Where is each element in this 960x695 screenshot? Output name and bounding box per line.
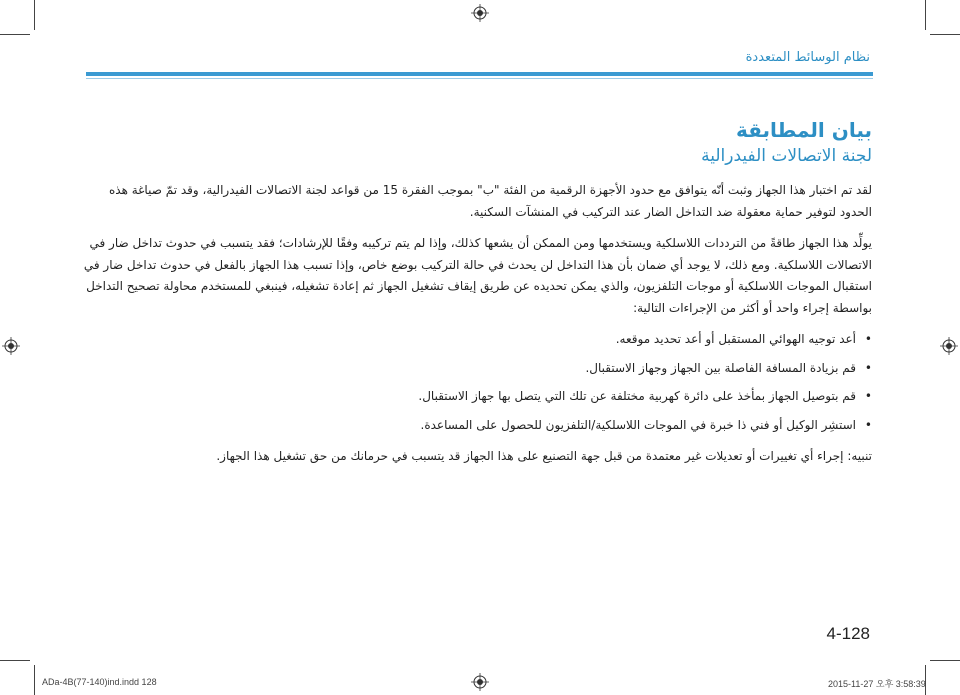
crop-mark bbox=[930, 660, 960, 661]
registration-mark-icon bbox=[471, 4, 489, 22]
page-subtitle: لجنة الاتصالات الفيدرالية bbox=[701, 146, 872, 166]
list-item: • استشِر الوكيل أو فني ذا خبرة في الموجات اللاسلكية/التلفزيون للحصول على المساعدة. bbox=[82, 415, 872, 437]
page-number: 4-128 bbox=[826, 624, 870, 643]
crop-mark bbox=[34, 665, 35, 695]
paragraph: يولِّد هذا الجهاز طاقةً من الترددات اللاسلكية ويستخدمها ومن الممكن أن يشعها كذلك، وإذا لم يتم تركيبه وفقًا للإرشادات؛ فقد يتسبب في حدوث تداخل ضار في الاتصالات اللاسلكية. ومع ذلك، لا يوجد أي ضمان بأن هذا التداخل لن يحدث في حالة التركيب بوضع خاص، وإذا تسبب هذا الجهاز بالفعل في حدوث تداخل ضار في استقبال الموجات اللاسلكية أو موجات التلفزيون، والذي يمكن تحديده عن طريق إيقاف تشغيل الجهاز ثم إعادة تشغيله، فينبغي للمستخدم محاولة تصحيح التداخل بواسطة إجراء واحد أو أكثر من الإجراءات التالية: bbox=[83, 236, 872, 315]
section-header-title: نظام الوسائط المتعددة bbox=[745, 50, 870, 65]
list-item: • قم بتوصيل الجهاز بمأخذ على دائرة كهربية مختلفة عن تلك التي يتصل بها جهاز الاستقبال. bbox=[82, 386, 872, 408]
list-item: • قم بزيادة المسافة الفاصلة بين الجهاز وجهاز الاستقبال. bbox=[82, 358, 872, 380]
crop-mark bbox=[34, 0, 35, 30]
warning-note: تنبيه: إجراء أي تغييرات أو تعديلات غير معتمدة من قبل جهة التصنيع على هذا الجهاز قد يتسبب في حرمانك من حق تشغيل هذا الجهاز. bbox=[216, 449, 872, 463]
crop-mark bbox=[0, 660, 30, 661]
registration-mark-icon bbox=[471, 673, 489, 691]
footer-file-info: ADa-4B(77-140)ind.indd 128 bbox=[42, 677, 157, 687]
header-divider bbox=[86, 72, 873, 76]
registration-mark-icon bbox=[940, 337, 958, 355]
crop-mark bbox=[0, 34, 30, 35]
crop-mark bbox=[930, 34, 960, 35]
paragraph: لقد تم اختبار هذا الجهاز وثبت أنّه يتوافق مع حدود الأجهزة الرقمية من الفئة "ب" بموجب الفقرة 15 من قواعد لجنة الاتصالات الفيدرالية، وقد تمّ صياغة هذه الحدود لتوفير حماية معقولة ضد التداخل الضار عند التركيب في المنشآت السكنية. bbox=[108, 183, 872, 219]
crop-mark bbox=[925, 0, 926, 30]
page-title: بيان المطابقة bbox=[735, 118, 872, 142]
footer-print-date: 2015-11-27 오후 3:58:39 bbox=[828, 679, 926, 689]
document-body bbox=[82, 180, 872, 478]
list-item: • أعد توجيه الهوائي المستقبل أو أعد تحديد موقعه. bbox=[82, 329, 872, 351]
bullet-list bbox=[82, 329, 872, 436]
registration-mark-icon bbox=[2, 337, 20, 355]
header-divider-thin bbox=[86, 78, 873, 79]
